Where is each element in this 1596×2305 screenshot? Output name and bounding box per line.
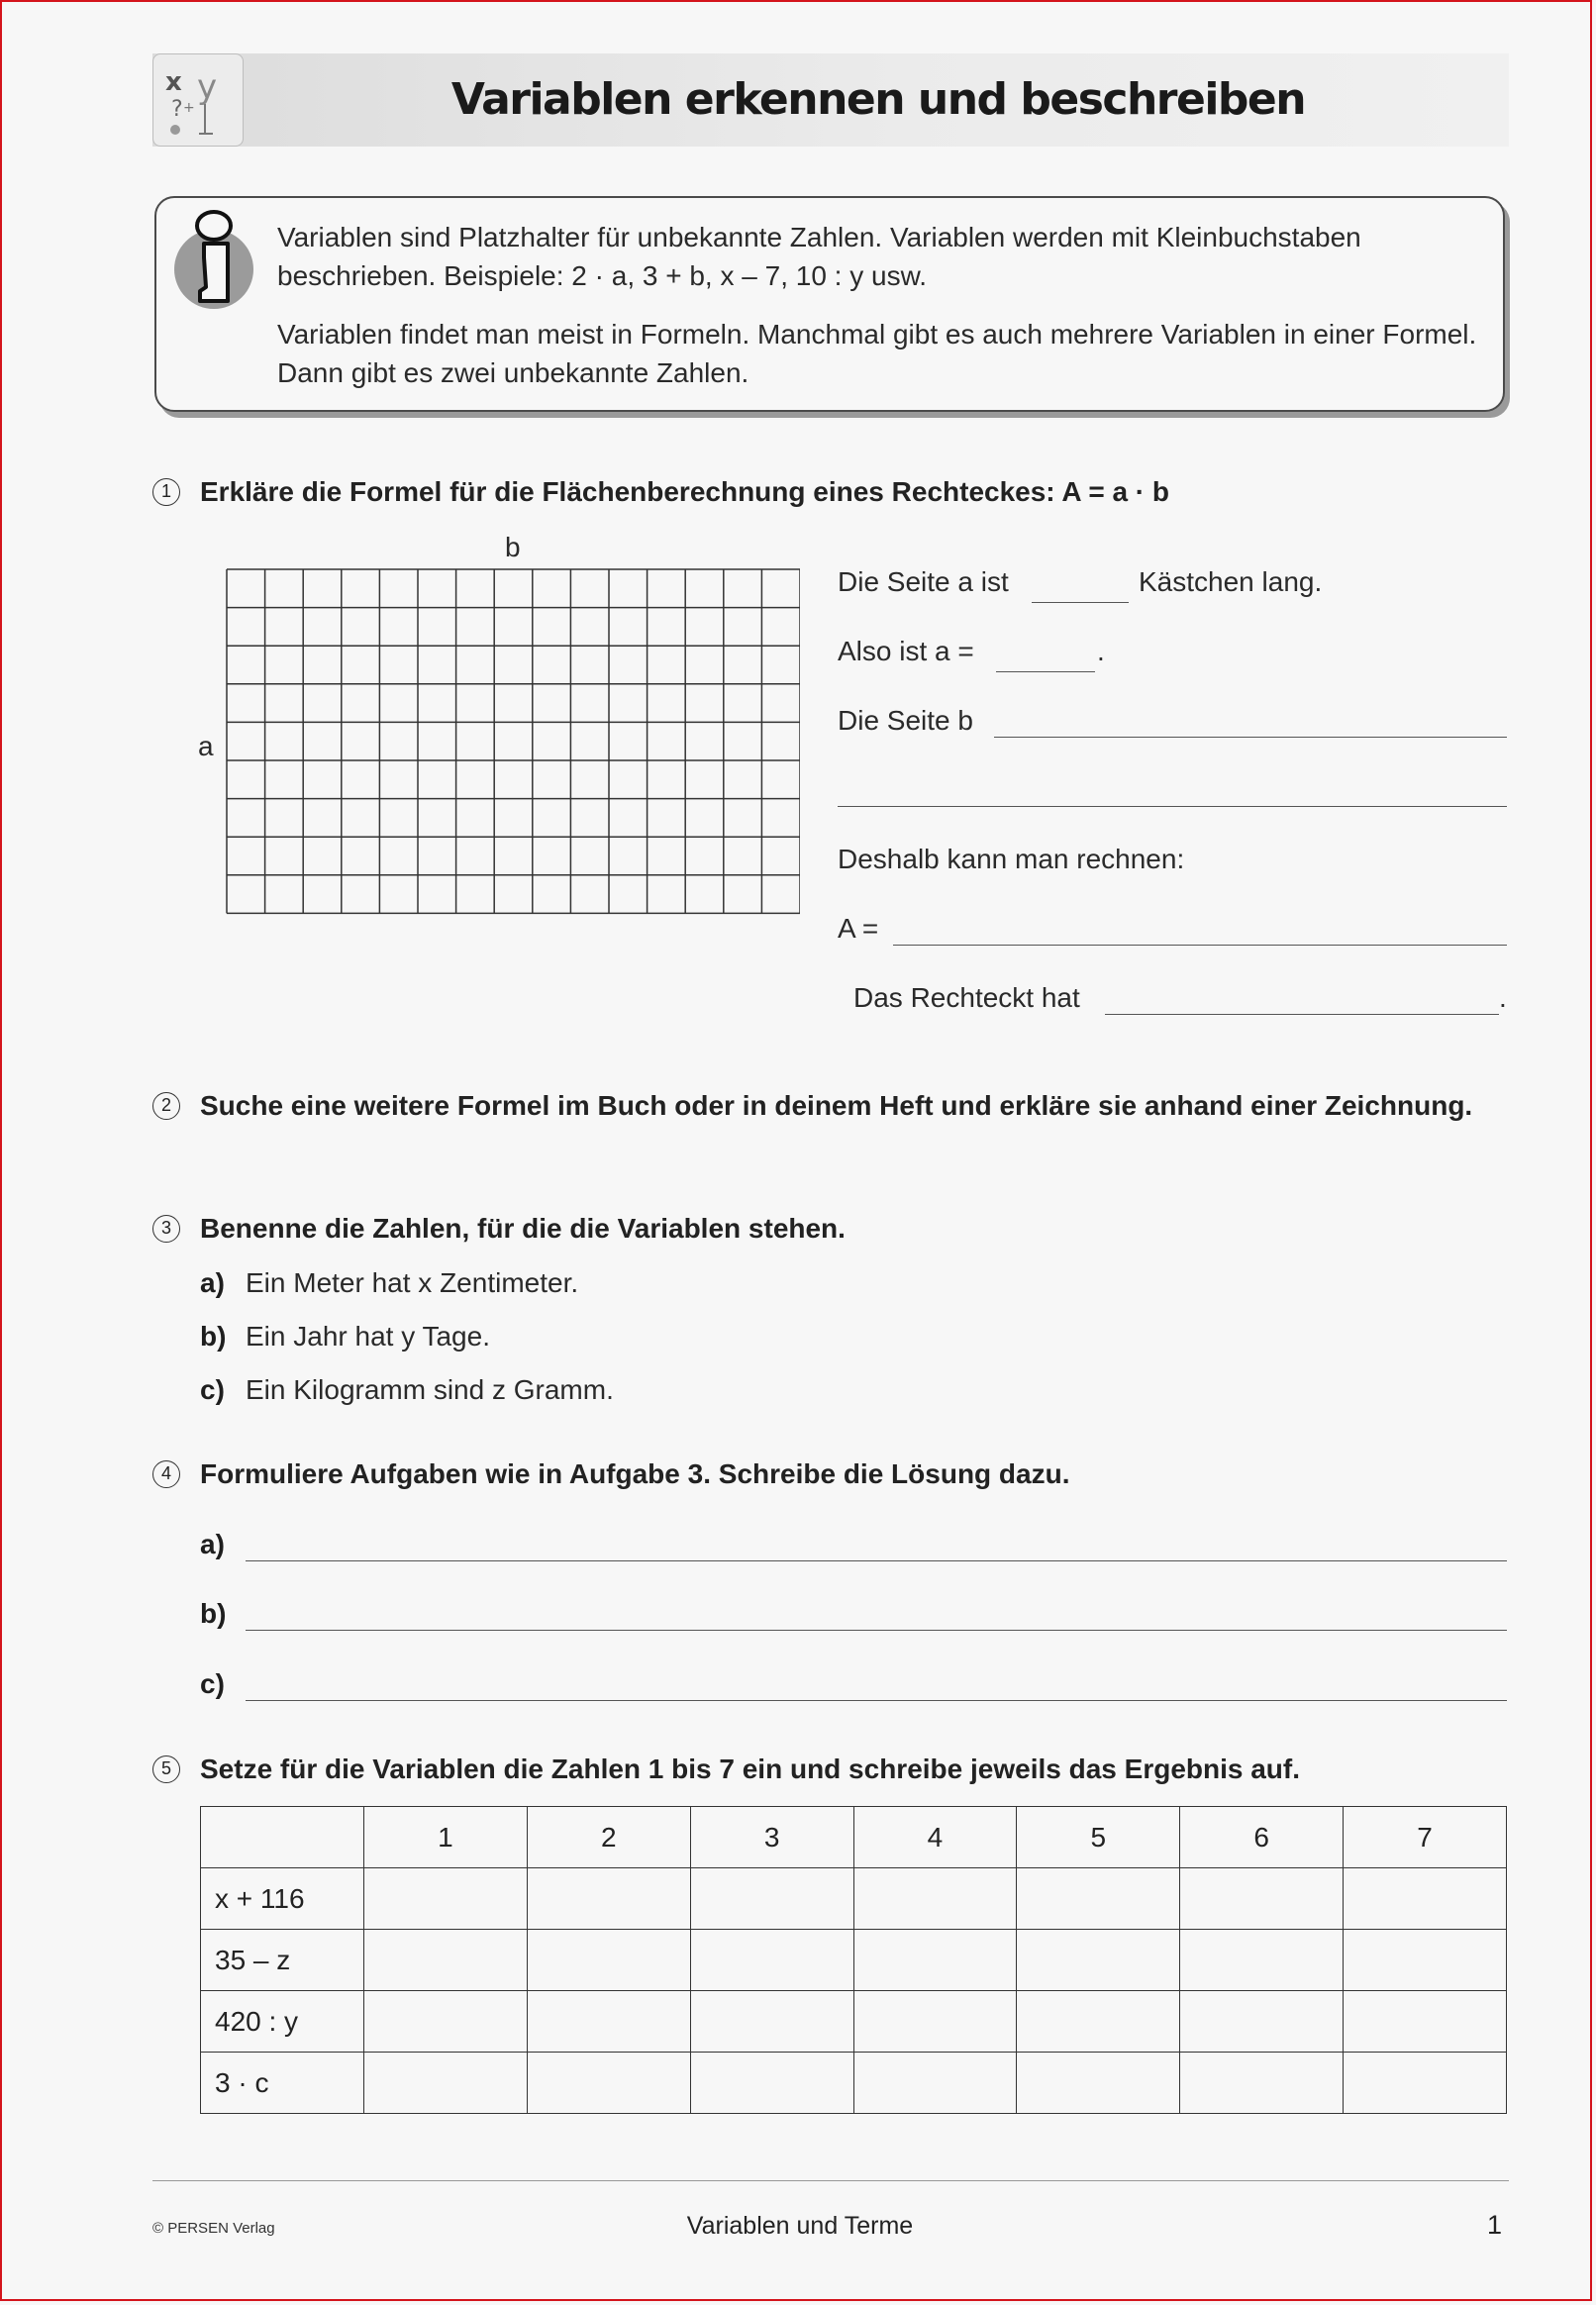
task-1-title: Erkläre die Formel für die Flächenberechnung eines Rechteckes: A = a · b [200, 476, 1170, 507]
side-a-length-blank[interactable] [1032, 602, 1129, 603]
row-expression: x + 116 [201, 1868, 364, 1930]
rectangle-area-label: Das Rechteckt hat [853, 982, 1080, 1013]
svg-text:?: ? [171, 97, 183, 122]
task-4b-label: b) [200, 1598, 227, 1629]
answer-cell[interactable] [1344, 1930, 1507, 1991]
a-equals-suffix: . [1097, 636, 1105, 666]
answer-cell[interactable] [1344, 1868, 1507, 1930]
task-number-5: 5 [152, 1755, 180, 1783]
task-4-title: Formuliere Aufgaben wie in Aufgabe 3. Schreibe die Lösung dazu. [200, 1458, 1070, 1489]
a-equals-label: Also ist a = [838, 636, 974, 666]
side-b-answer-line[interactable] [994, 737, 1507, 738]
column-header: 3 [690, 1807, 853, 1868]
row-expression: 3 · c [201, 2053, 364, 2114]
answer-cell[interactable] [1344, 2053, 1507, 2114]
row-expression: 420 : y [201, 1991, 364, 2053]
svg-text:x: x [165, 67, 182, 97]
rectangle-area-suffix: . [1499, 982, 1507, 1013]
side-b-answer-line-2[interactable] [838, 806, 1507, 807]
table-header-row [201, 1807, 1507, 1868]
task-3-title: Benenne die Zahlen, für die die Variablen stehen. [200, 1213, 846, 1244]
task-number-4: 4 [152, 1460, 180, 1488]
grid-label-b: b [505, 532, 521, 562]
answer-cell[interactable] [1017, 1991, 1180, 2053]
answer-cell[interactable] [690, 1991, 853, 2053]
side-a-suffix: Kästchen lang. [1139, 566, 1323, 597]
side-a-label: Die Seite a ist [838, 566, 1009, 597]
task-3b-text: Ein Jahr hat y Tage. [246, 1321, 490, 1352]
column-header: 7 [1344, 1807, 1507, 1868]
table-corner-cell [201, 1807, 364, 1868]
answer-cell[interactable] [527, 1991, 690, 2053]
publisher-credit: © PERSEN Verlag [152, 2220, 275, 2237]
info-paragraph-2: Variablen findet man meist in Formeln. Manchmal gibt es auch mehrere Variablen in einer Formel. Dann gibt es zwei unbekannte Zahlen. [277, 319, 1477, 388]
answer-cell[interactable] [1180, 1930, 1344, 1991]
page-number: 1 [1487, 2210, 1503, 2240]
svg-text:+: + [183, 100, 195, 116]
rectangle-area-line[interactable] [1105, 1014, 1499, 1015]
task-4c-answer-line[interactable] [246, 1700, 1507, 1701]
answer-cell[interactable] [853, 1991, 1017, 2053]
answer-cell[interactable] [364, 1868, 528, 1930]
info-i-icon [170, 210, 257, 313]
column-header: 4 [853, 1807, 1017, 1868]
task-3c-label: c) [200, 1374, 225, 1405]
task-4a-label: a) [200, 1529, 225, 1559]
answer-cell[interactable] [853, 2053, 1017, 2114]
area-equals-label: A = [838, 913, 879, 944]
column-header: 6 [1180, 1807, 1344, 1868]
answer-cell[interactable] [364, 2053, 528, 2114]
task-5-title: Setze für die Variablen die Zahlen 1 bis 7 ein und schreibe jeweils das Ergebnis auf. [200, 1754, 1301, 1784]
row-expression: 35 – z [201, 1930, 364, 1991]
answer-cell[interactable] [1180, 1868, 1344, 1930]
side-b-label: Die Seite b [838, 705, 973, 736]
answer-cell[interactable] [690, 1930, 853, 1991]
page-title: Variablen erkennen und beschreiben [450, 74, 1306, 125]
calculation-label: Deshalb kann man rechnen: [838, 844, 1185, 874]
answer-cell[interactable] [1180, 1991, 1344, 2053]
task-3b-label: b) [200, 1321, 227, 1352]
a-value-blank[interactable] [996, 671, 1095, 672]
answer-cell[interactable] [1344, 1991, 1507, 2053]
task-number-2: 2 [152, 1092, 180, 1120]
table-row [201, 2053, 1507, 2114]
answer-cell[interactable] [527, 2053, 690, 2114]
variables-letters-logo-icon [152, 53, 244, 147]
svg-text:y: y [197, 67, 218, 107]
answer-cell[interactable] [364, 1991, 528, 2053]
area-formula-line[interactable] [893, 945, 1507, 946]
footer-divider [152, 2180, 1509, 2181]
answer-cell[interactable] [690, 2053, 853, 2114]
task-4a-answer-line[interactable] [246, 1560, 1507, 1561]
footer-subject: Variablen und Terme [686, 2212, 914, 2240]
info-paragraph-1: Variablen sind Platzhalter für unbekannte Zahlen. Variablen werden mit Kleinbuchstaben beschrieben. Beispiele: 2 · a, 3 + b, x – 7, 10 : y usw. [277, 222, 1361, 291]
column-header: 2 [527, 1807, 690, 1868]
answer-cell[interactable] [1017, 2053, 1180, 2114]
task-4c-label: c) [200, 1668, 225, 1699]
answer-cell[interactable] [1017, 1930, 1180, 1991]
answer-cell[interactable] [1017, 1868, 1180, 1930]
answer-cell[interactable] [1180, 2053, 1344, 2114]
answer-cell[interactable] [364, 1930, 528, 1991]
answer-cell[interactable] [527, 1868, 690, 1930]
column-header: 1 [364, 1807, 528, 1868]
task-3c-text: Ein Kilogramm sind z Gramm. [246, 1374, 614, 1405]
task-4b-answer-line[interactable] [246, 1630, 1507, 1631]
task-number-1: 1 [152, 478, 180, 506]
table-row [201, 1930, 1507, 1991]
answer-cell[interactable] [853, 1868, 1017, 1930]
grid-label-a: a [198, 731, 214, 761]
answer-cell[interactable] [690, 1868, 853, 1930]
variables-results-table [200, 1806, 1507, 2114]
task-number-3: 3 [152, 1215, 180, 1243]
answer-cell[interactable] [527, 1930, 690, 1991]
answer-cell[interactable] [853, 1930, 1017, 1991]
table-row [201, 1991, 1507, 2053]
column-header: 5 [1017, 1807, 1180, 1868]
table-row [201, 1868, 1507, 1930]
task-3a-text: Ein Meter hat x Zentimeter. [246, 1267, 579, 1298]
task-3a-label: a) [200, 1267, 225, 1298]
rectangle-grid [226, 568, 800, 921]
task-2-title: Suche eine weitere Formel im Buch oder in deinem Heft und erkläre sie anhand einer Zeichnung. [200, 1090, 1473, 1121]
